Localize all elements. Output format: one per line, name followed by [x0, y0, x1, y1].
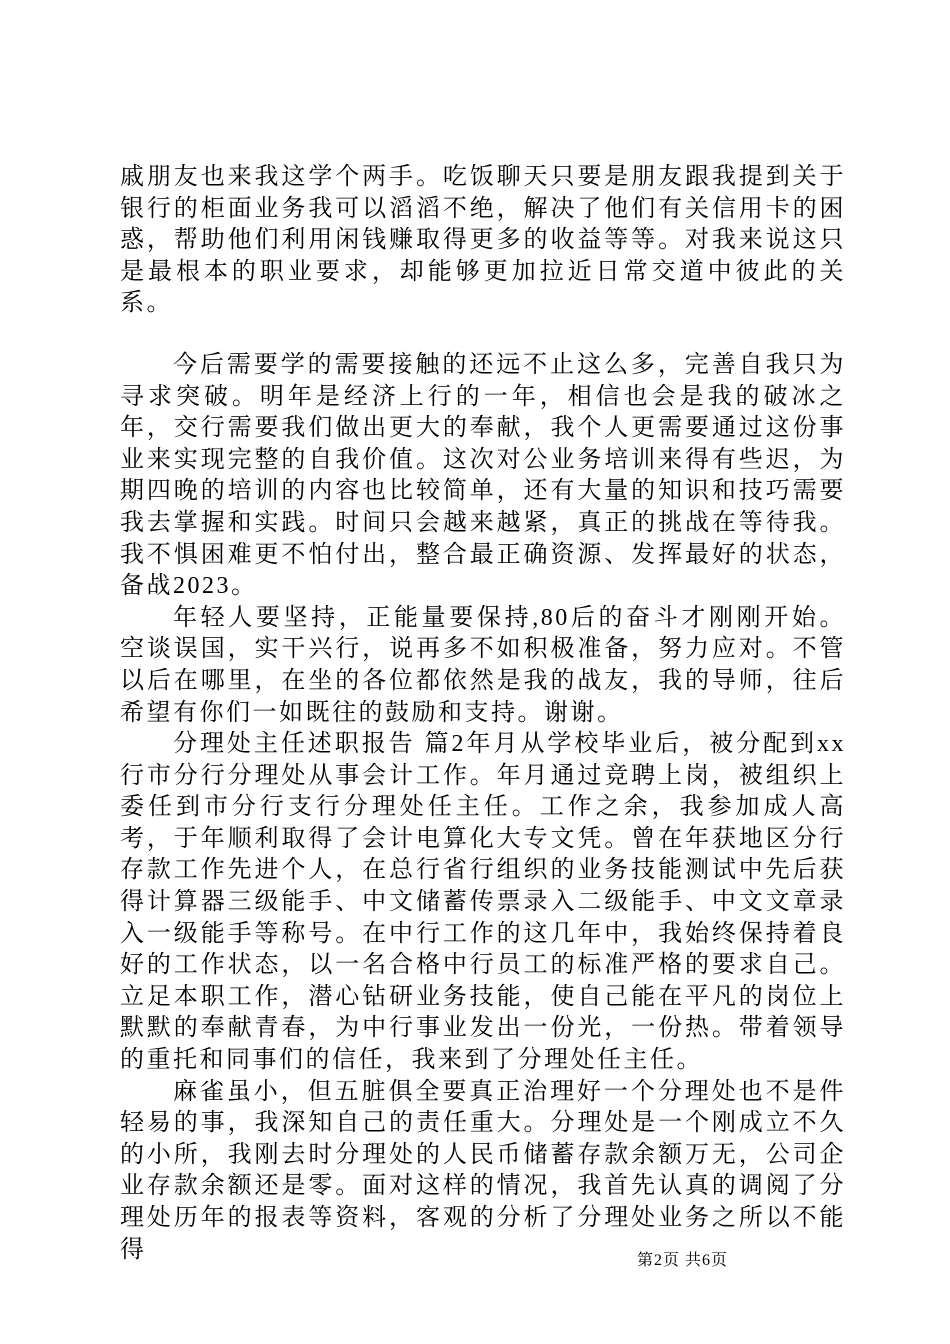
paragraph: 麻雀虽小，但五脏俱全要真正治理好一个分理处也不是件轻易的事，我深知自己的责任重大。分理处是一个刚成立不久的小所，我刚去时分理处的人民币储蓄存款余额万无，公司企业存款余额还是零。面对这样的情况，我首先认真的调阅了分理处历年的报表等资料，客观的分析了分理处业务之所以不能得: [120, 1078, 846, 1263]
paragraph-continuation: 戚朋友也来我这学个两手。吃饭聊天只要是朋友跟我提到关于银行的柜面业务我可以滔滔不绝，解决了他们有关信用卡的困惑，帮助他们利用闲钱赚取得更多的收益等等。对我来说这只是最根本的职业要求，却能够更加拉近日常交道中彼此的关系。: [120, 164, 846, 317]
document-body: [120, 162, 846, 1266]
paragraph: 今后需要学的需要接触的还远不止这么多，完善自我只为寻求突破。明年是经济上行的一年，相信也会是我的破冰之年，交行需要我们做出更大的奉献，我个人更需要通过这份事业来实现完整的自我价值。这次对公业务培训来得有些迟，为期四晚的培训的内容也比较简单，还有大量的知识和技巧需要我去掌握和实践。时间只会越来越紧，真正的挑战在等待我。我不惧困难更不怕付出，整合最正确资源、发挥最好的状态，备战2023。: [120, 351, 846, 600]
page-footer: [0, 1247, 950, 1271]
page-number: 第2页 共6页: [637, 1252, 729, 1269]
paragraph: 分理处主任述职报告 篇2年月从学校毕业后，被分配到xx行市分行分理处从事会计工作。年月通过竞聘上岗，被组织上委任到市分行支行分理处任主任。工作之余，我参加成人高考，于年顺利取得了会计电算化大专文凭。曾在年获地区分行存款工作先进个人，在总行省行组织的业务技能测试中先后获得计算器三级能手、中文储蓄传票录入二级能手、中文文章录入一级能手等称号。在中行工作的这几年中，我始终保持着良好的工作状态，以一名合格中行员工的标准严格的要求自己。立足本职工作，潜心钻研业务技能，使自己能在平凡的岗位上默默的奉献青春，为中行事业发出一份光，一份热。带着领导的重托和同事们的信任，我来到了分理处任主任。: [120, 731, 846, 1074]
paragraph: 年轻人要坚持，正能量要保持,80后的奋斗才刚刚开始。空谈误国，实干兴行，说再多不如积极准备，努力应对。不管以后在哪里，在坐的各位都依然是我的战友，我的导师，往后希望有你们一如既往的鼓励和支持。谢谢。: [120, 604, 846, 726]
